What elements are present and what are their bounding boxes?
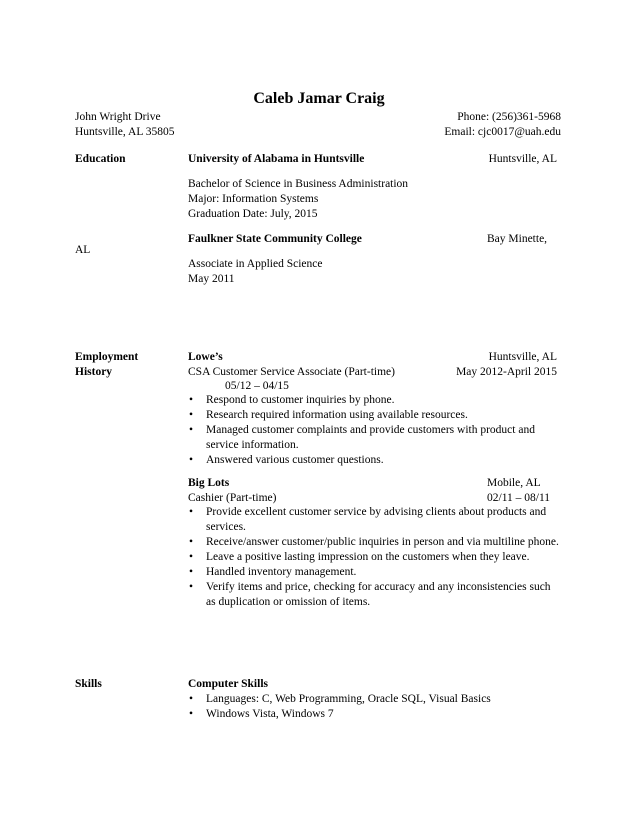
job-title: CSA Customer Service Associate (Part-time) xyxy=(188,366,395,378)
graduation-line: Graduation Date: July, 2015 xyxy=(188,208,318,220)
bullet-icon: • xyxy=(189,551,194,563)
skills-heading: Skills xyxy=(75,678,102,690)
bullet-icon: • xyxy=(189,536,194,548)
job-company: Lowe’s xyxy=(188,351,223,363)
bullet-icon: • xyxy=(189,708,194,720)
job-dates: May 2012-April 2015 xyxy=(456,366,557,378)
list-item: • Leave a positive lasting impression on the customers when they leave. xyxy=(189,551,530,563)
school-location: Huntsville, AL xyxy=(488,153,557,165)
bullet-icon: • xyxy=(189,424,194,436)
bullet-icon: • xyxy=(189,506,194,518)
list-item: • Windows Vista, Windows 7 xyxy=(189,708,334,720)
job-location: Huntsville, AL xyxy=(488,351,557,363)
job-dates-short: 05/12 – 04/15 xyxy=(225,380,289,392)
school-name: Faulkner State Community College xyxy=(188,233,362,245)
degree-line: Associate in Applied Science xyxy=(188,258,323,270)
list-item: • Answered various customer questions. xyxy=(189,454,384,466)
list-item-continuation: services. xyxy=(206,521,246,533)
list-item: • Languages: C, Web Programming, Oracle SQL, Visual Basics xyxy=(189,693,491,705)
bullet-icon: • xyxy=(189,409,194,421)
job-bullets xyxy=(188,505,578,610)
email: Email: cjc0017@uah.edu xyxy=(444,126,561,138)
list-item: • Provide excellent customer service by advising clients about products and xyxy=(189,506,547,518)
job-title: Cashier (Part-time) xyxy=(188,492,277,504)
education-heading: Education xyxy=(75,153,126,165)
list-item: • Managed customer complaints and provide customers with product and xyxy=(189,424,535,436)
skills-bullets xyxy=(188,692,568,722)
list-item: • Verify items and price, checking for accuracy and any inconsistencies such xyxy=(189,581,551,593)
job-dates: 02/11 – 08/11 xyxy=(487,492,551,504)
job-bullets xyxy=(188,393,568,468)
list-item-continuation: service information. xyxy=(206,439,299,451)
resume-name: Caleb Jamar Craig xyxy=(253,90,385,107)
school-name: University of Alabama in Huntsville xyxy=(188,153,365,165)
date-line: May 2011 xyxy=(188,273,235,285)
employment-heading-line2: History xyxy=(75,366,113,378)
phone: Phone: (256)361-5968 xyxy=(457,111,561,123)
list-item: • Handled inventory management. xyxy=(189,566,357,578)
degree-line: Bachelor of Science in Business Administration xyxy=(188,178,409,190)
bullet-icon: • xyxy=(189,566,194,578)
employment-heading-line1: Employment xyxy=(75,351,139,363)
bullet-icon: • xyxy=(189,394,194,406)
major-line: Major: Information Systems xyxy=(188,193,319,205)
bullet-icon: • xyxy=(189,581,194,593)
job-location: Mobile, AL xyxy=(487,477,541,489)
list-item: • Research required information using available resources. xyxy=(189,409,468,421)
bullet-icon: • xyxy=(189,454,194,466)
school-location-part2: AL xyxy=(75,244,91,256)
bullet-icon: • xyxy=(189,693,194,705)
list-item: • Receive/answer customer/public inquiries in person and via multiline phone. xyxy=(189,536,559,548)
skills-subheading: Computer Skills xyxy=(188,678,268,690)
address-line2: Huntsville, AL 35805 xyxy=(75,126,175,138)
list-item: • Respond to customer inquiries by phone. xyxy=(189,394,395,406)
school-location-part1: Bay Minette, xyxy=(487,233,548,245)
address-line1: John Wright Drive xyxy=(75,111,161,123)
job-company: Big Lots xyxy=(188,477,230,489)
list-item-continuation: as duplication or omission of items. xyxy=(206,596,371,608)
